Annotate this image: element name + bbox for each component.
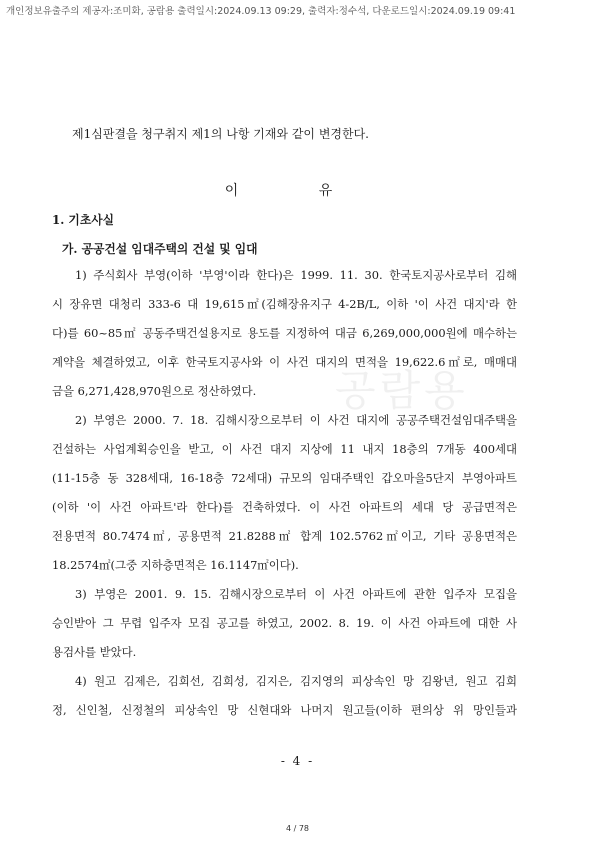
paragraph-line: 1) 주식회사 부영(이하 '부영'이라 한다)은 1999. 11. 30. 한국토지공사로부터 김해	[75, 268, 517, 282]
print-header: 개인정보유출주의 제공자:조미화, 공람용 출력일시:2024.09.13 09:29, 출력자:정수석, 다운로드일시:2024.09.19 09:41	[6, 6, 516, 17]
paragraph-line: 18.2574㎡(그중 지하층면적은 16.1147㎡이다).	[52, 558, 299, 572]
paragraph-line: 4) 원고 김제은, 김희선, 김희성, 김지은, 김지영의 피상속인 망 김왕년, 원고 김희	[75, 674, 517, 688]
paragraph-line: 시 장유면 대청리 333-6 대 19,615㎡(김해장유지구 4-2B/L, 이하 '이 사건 대지'라 한	[52, 297, 517, 311]
intro-text: 제1심판결을 청구취지 제1의 나항 기재와 같이 변경한다.	[72, 127, 369, 141]
page-counter: 4 / 78	[285, 824, 310, 833]
paragraph-line: 금을 6,271,428,970원으로 정산하였다.	[52, 384, 257, 398]
paragraph-line: 전용면적 80.7474㎡, 공용면적 21.8288㎡ 합계 102.5762㎡이고, 기타 공용면적은	[52, 529, 517, 543]
page-number: - 4 -	[280, 754, 315, 768]
subheading-public-rental: 가. 공공건설 임대주택의 건설 및 임대	[62, 242, 258, 256]
paragraph-line: (11-15층 동 328세대, 16-18층 72세대) 규모의 임대주택인 갑오마을5단지 부영아파트	[52, 471, 517, 485]
paragraph-line: 계약을 체결하였고, 이후 한국토지공사와 이 사건 대지의 면적을 19,622.6㎡로, 매매대	[52, 355, 517, 369]
paragraph-line: 승인받아 그 무렵 입주자 모집 공고를 하였고, 2002. 8. 19. 이 사건 아파트에 대한 사	[52, 616, 517, 630]
section-title: 이 유	[224, 183, 371, 199]
paragraph-line: 건설하는 사업계획승인을 받고, 이 사건 대지 지상에 11 내지 18층의 7개동 400세대	[52, 442, 517, 456]
watermark: 공람용	[335, 366, 469, 415]
heading-basic-facts: 1. 기초사실	[52, 213, 115, 227]
paragraph-line: (이하 '이 사건 아파트'라 한다)를 건축하였다. 이 사건 아파트의 세대 당 공급면적은	[52, 500, 517, 514]
paragraph-line: 정, 신인철, 신정철의 피상속인 망 신현대와 나머지 원고들(이하 편의상 위 망인들과	[52, 703, 517, 717]
paragraph-line: 용검사를 받았다.	[52, 645, 137, 659]
paragraph-line: 3) 부영은 2001. 9. 15. 김해시장으로부터 이 사건 아파트에 관한 입주자 모집을	[75, 587, 517, 601]
paragraph-line: 2) 부영은 2000. 7. 18. 김해시장으로부터 이 사건 대지에 공공주택건설임대주택을	[75, 413, 517, 427]
paragraph-line: 다)를 60~85㎡ 공동주택건설용지로 용도를 지정하여 대금 6,269,000,000원에 매수하는	[52, 326, 517, 340]
